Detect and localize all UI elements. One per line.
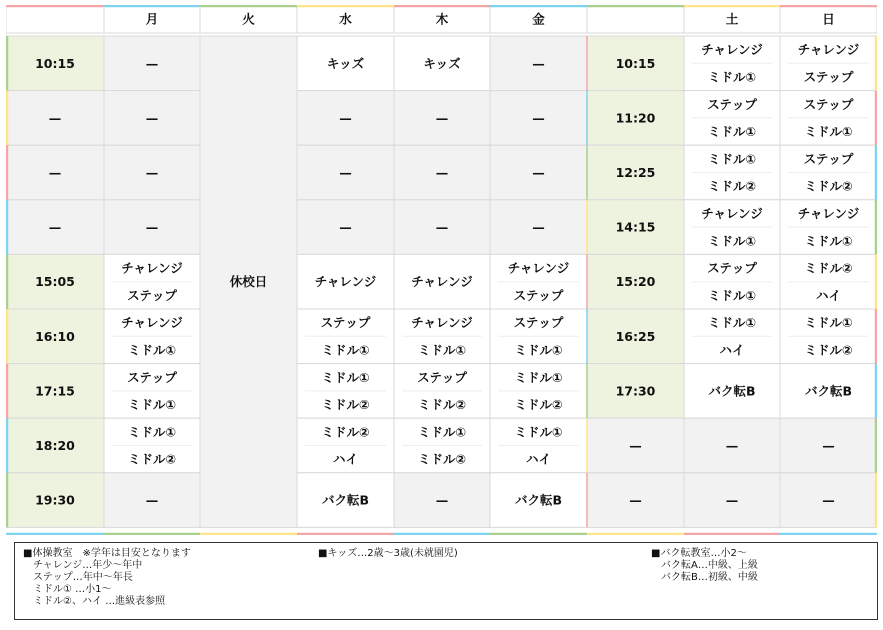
class-name: — bbox=[435, 492, 449, 508]
class-name: チャレンジ bbox=[314, 274, 377, 290]
class-name: ステップ bbox=[707, 96, 757, 112]
class-name: — bbox=[145, 165, 159, 180]
class-name: — bbox=[339, 110, 352, 126]
class-name: — bbox=[532, 219, 545, 235]
legend-line: ステップ…年中～年長 bbox=[23, 572, 133, 583]
day-header-5: 金 bbox=[532, 11, 545, 27]
class-name: ミドル① bbox=[804, 124, 853, 140]
class-name: ステップ bbox=[513, 287, 564, 303]
weekend-time-label: — bbox=[629, 438, 642, 453]
class-name: ミドル① bbox=[127, 397, 177, 413]
class-name: チャレンジ bbox=[411, 315, 473, 331]
class-name: ミドル① bbox=[804, 233, 853, 249]
class-name: — bbox=[822, 438, 835, 453]
time-label: — bbox=[48, 110, 62, 126]
weekend-time-label: 16:25 bbox=[615, 328, 656, 344]
class-name: ステップ bbox=[803, 96, 854, 112]
class-name: — bbox=[725, 438, 739, 453]
class-name: ミドル① bbox=[514, 342, 563, 358]
class-name: ミドル① bbox=[707, 233, 757, 249]
class-name: — bbox=[532, 165, 545, 180]
schedule-grid bbox=[6, 5, 877, 535]
weekend-time-label: 10:15 bbox=[615, 55, 656, 71]
weekend-time-label: 15:20 bbox=[615, 274, 656, 290]
class-name: チャレンジ bbox=[411, 274, 473, 290]
class-name: ミドル① bbox=[707, 151, 757, 167]
legend-line: ■キッズ…2歳～3歳(未就園児) bbox=[318, 548, 458, 559]
class-name: ミドル② bbox=[707, 178, 757, 194]
class-name: ハイ bbox=[719, 342, 745, 358]
class-name: — bbox=[435, 110, 449, 126]
header-cell bbox=[6, 5, 104, 33]
legend-line: バク転A…中級、上級 bbox=[651, 560, 758, 571]
class-name: — bbox=[339, 219, 352, 235]
time-label: 18:20 bbox=[35, 438, 75, 453]
class-name: — bbox=[145, 55, 159, 71]
time-label: — bbox=[48, 165, 62, 180]
class-name: チャレンジ bbox=[701, 42, 763, 58]
class-name: ステップ bbox=[417, 369, 467, 385]
class-name: キッズ bbox=[326, 55, 365, 71]
day-header-7: 土 bbox=[725, 11, 739, 27]
class-name: — bbox=[339, 165, 352, 180]
class-name: バク転B bbox=[514, 492, 563, 508]
legend-line: ミドル②、ハイ …進級表参照 bbox=[23, 596, 166, 607]
class-name: ミドル② bbox=[417, 397, 467, 413]
class-name: ミドル② bbox=[321, 397, 370, 413]
class-name: キッズ bbox=[423, 55, 461, 71]
class-name: バク転B bbox=[804, 383, 853, 399]
legend-box bbox=[14, 542, 878, 620]
class-name: ステップ bbox=[803, 151, 854, 167]
legend-line: バク転B…初級、中級 bbox=[651, 572, 758, 583]
class-name: バク転B bbox=[321, 492, 370, 508]
time-label: — bbox=[48, 219, 62, 235]
weekend-time-label: 11:20 bbox=[615, 110, 656, 126]
day-header-3: 水 bbox=[339, 11, 352, 27]
class-name: ミドル① bbox=[417, 424, 467, 440]
day-header-8: 日 bbox=[822, 11, 835, 27]
class-name: ミドル① bbox=[804, 315, 853, 331]
time-label: 16:10 bbox=[35, 328, 75, 344]
time-label: 15:05 bbox=[35, 274, 75, 290]
legend-line: ■バク転教室…小2～ bbox=[651, 548, 747, 559]
class-name: — bbox=[145, 219, 159, 235]
class-name: ミドル① bbox=[321, 342, 370, 358]
legend-line: チャレンジ…年少～年中 bbox=[23, 560, 143, 571]
time-label: 17:15 bbox=[35, 383, 75, 399]
time-label: 19:30 bbox=[35, 492, 75, 508]
class-name: ミドル① bbox=[707, 69, 757, 85]
class-name: ステップ bbox=[707, 260, 757, 276]
legend-gymnastics bbox=[23, 548, 323, 608]
class-name: ミドル① bbox=[321, 369, 370, 385]
legend-kids bbox=[318, 548, 618, 560]
class-name: ミドル① bbox=[707, 315, 757, 331]
class-name: ミドル① bbox=[127, 342, 177, 358]
legend-line: ミドル① …小1～ bbox=[23, 584, 112, 595]
class-name: ハイ bbox=[815, 287, 842, 303]
weekend-time-label: — bbox=[629, 492, 642, 508]
class-name: チャレンジ bbox=[121, 260, 183, 276]
time-label: 10:15 bbox=[35, 55, 75, 71]
class-name: ミドル① bbox=[514, 369, 563, 385]
class-name: — bbox=[145, 492, 159, 508]
class-name: ミドル② bbox=[514, 397, 563, 413]
header-cell bbox=[587, 5, 684, 33]
day-header-2: 火 bbox=[242, 11, 255, 27]
class-name: — bbox=[822, 492, 835, 508]
class-name: チャレンジ bbox=[121, 315, 183, 331]
class-name: — bbox=[435, 219, 449, 235]
legend-backflip bbox=[651, 548, 871, 584]
day-header-4: 木 bbox=[435, 11, 449, 27]
weekend-time-label: 12:25 bbox=[615, 165, 656, 180]
legend-line: ■体操教室 ※学年は目安となります bbox=[23, 548, 191, 559]
class-name: ミドル① bbox=[707, 124, 757, 140]
class-name: ミドル② bbox=[417, 451, 467, 467]
class-name: ハイ bbox=[525, 451, 552, 467]
class-name: ミドル② bbox=[804, 260, 853, 276]
class-name: チャレンジ bbox=[797, 205, 860, 221]
class-name: チャレンジ bbox=[507, 260, 570, 276]
class-name: ミドル① bbox=[514, 424, 563, 440]
class-name: ミドル② bbox=[804, 178, 853, 194]
class-name: — bbox=[725, 492, 739, 508]
weekend-time-label: 17:30 bbox=[615, 383, 656, 399]
class-name: ミドル② bbox=[127, 451, 177, 467]
class-name: チャレンジ bbox=[797, 42, 860, 58]
class-name: — bbox=[532, 110, 545, 126]
class-name: — bbox=[435, 165, 449, 180]
class-name: — bbox=[145, 110, 159, 126]
class-name: ハイ bbox=[332, 451, 359, 467]
class-name: ステップ bbox=[513, 315, 564, 331]
tuesday-closed-label: 休校日 bbox=[229, 274, 268, 290]
class-name: ステップ bbox=[803, 69, 854, 85]
class-name: バク転B bbox=[708, 383, 756, 399]
class-name: ステップ bbox=[127, 369, 177, 385]
class-name: ミドル① bbox=[707, 287, 757, 303]
class-name: ミドル② bbox=[321, 424, 370, 440]
class-name: チャレンジ bbox=[701, 205, 763, 221]
class-name: ミドル② bbox=[804, 342, 853, 358]
class-name: ミドル① bbox=[127, 424, 177, 440]
class-name: — bbox=[532, 55, 545, 71]
class-name: ミドル① bbox=[417, 342, 467, 358]
day-header-1: 月 bbox=[145, 11, 159, 27]
class-name: ステップ bbox=[127, 287, 177, 303]
class-name: ステップ bbox=[320, 315, 371, 331]
weekend-time-label: 14:15 bbox=[615, 219, 656, 235]
